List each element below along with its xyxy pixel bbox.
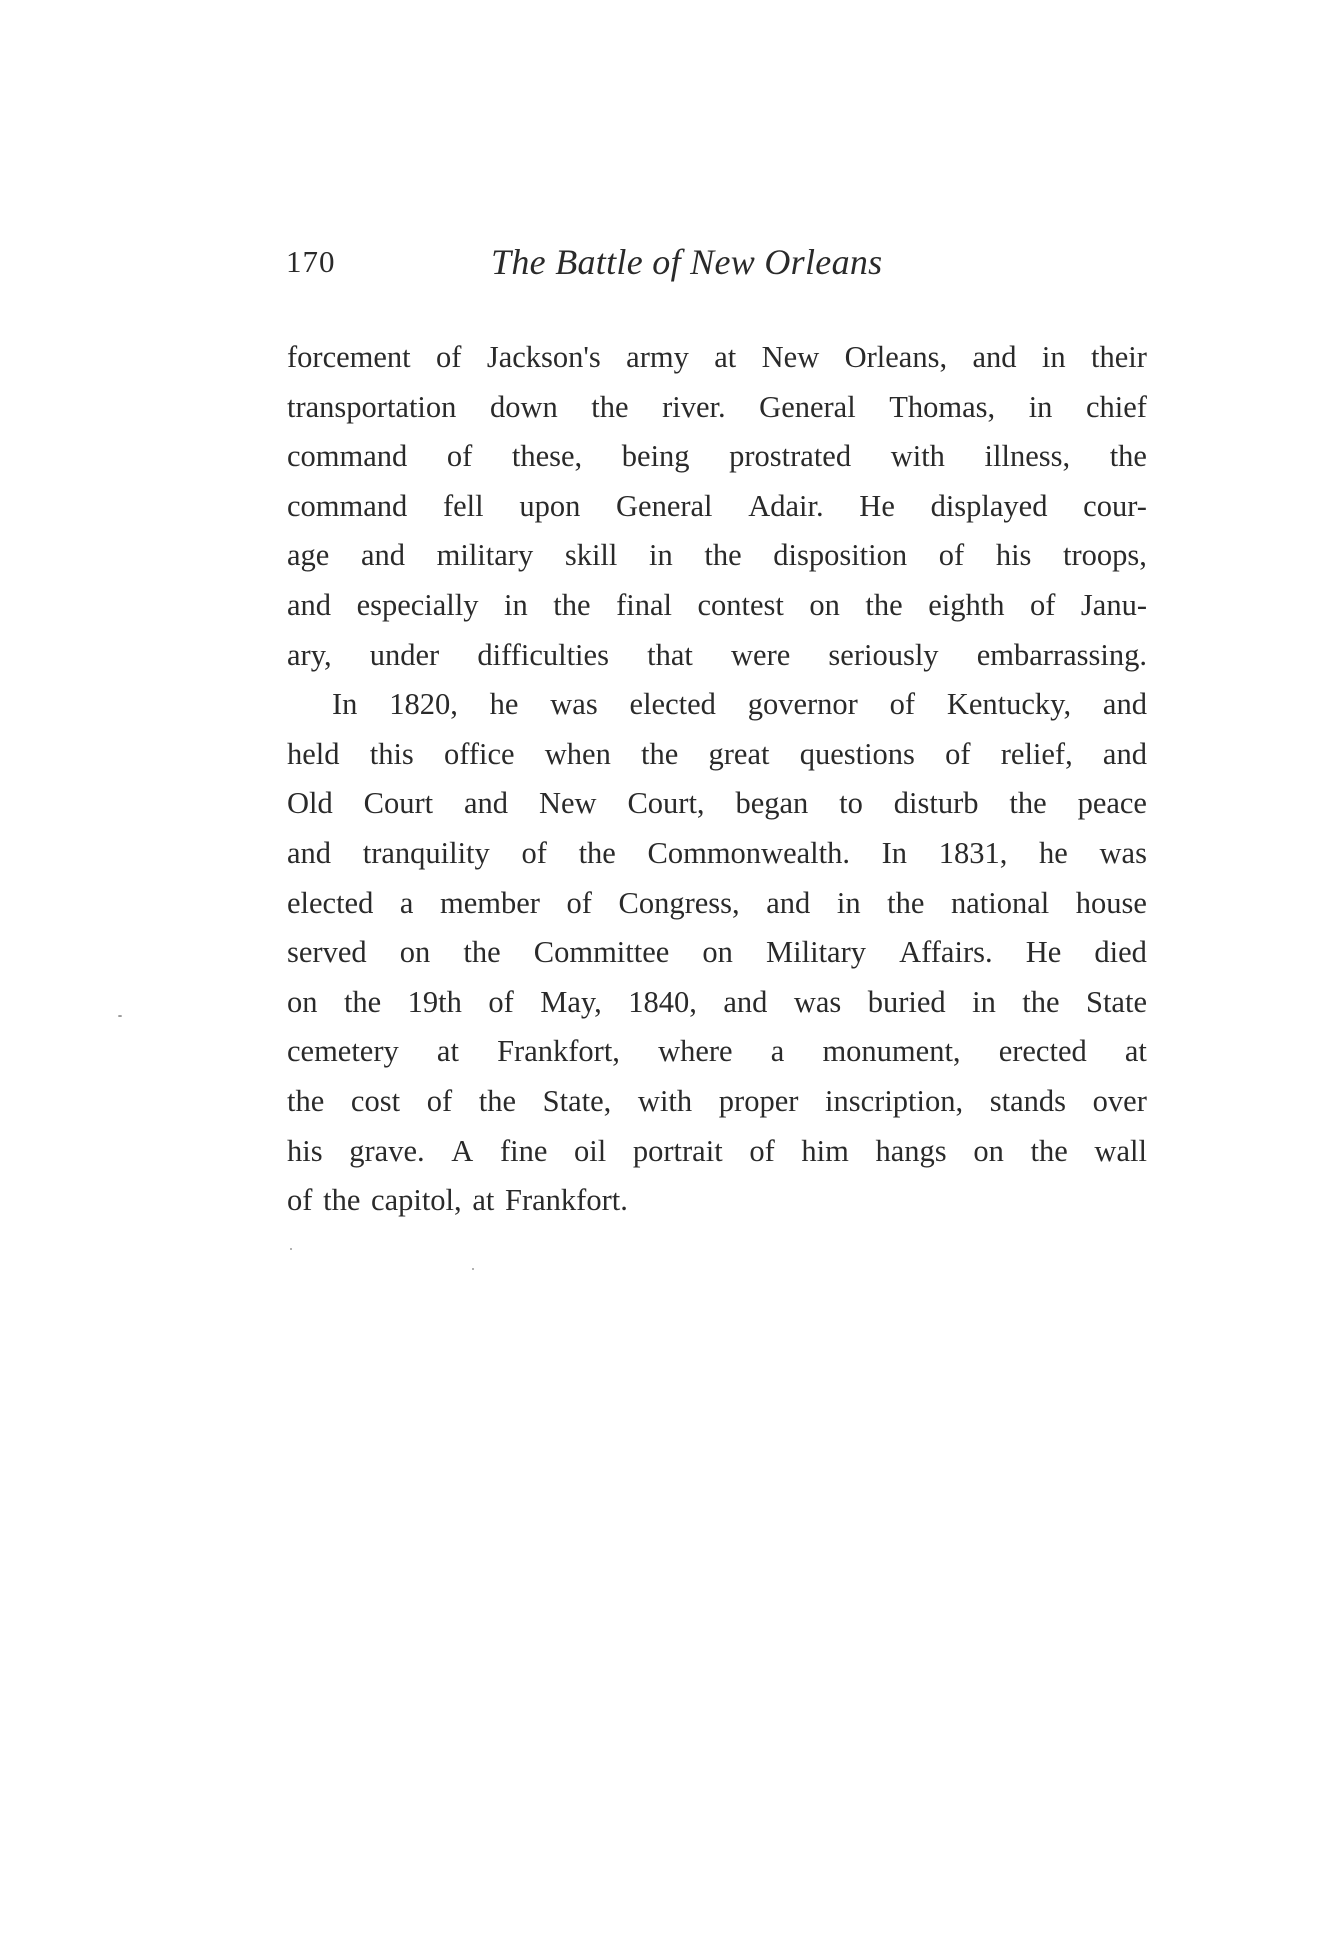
running-title: The Battle of New Orleans: [491, 242, 883, 282]
text-line: ary, under difficulties that were seriously embarrassing.: [287, 637, 1147, 672]
stray-mark: [118, 1015, 122, 1017]
stray-mark: [290, 1248, 292, 1250]
text-line: forcement of Jackson's army at New Orleans, and in their: [287, 340, 1147, 374]
text-line: command of these, being prostrated with illness, the: [287, 439, 1147, 474]
text-line: Old Court and New Court, began to disturb the peace: [287, 786, 1147, 821]
body-text: [287, 333, 1147, 1226]
text-line: and tranquility of the Commonwealth. In 1831, he was: [287, 835, 1147, 870]
text-line: held this office when the great questions of relief, and: [287, 736, 1147, 771]
running-head: [286, 242, 946, 282]
text-line: cemetery at Frankfort, where a monument, erected at: [287, 1034, 1147, 1069]
text-line: and especially in the final contest on the eighth of Janu-: [287, 587, 1147, 622]
stray-mark: [472, 1268, 474, 1270]
text-line: command fell upon General Adair. He displayed cour-: [287, 488, 1147, 523]
text-line: elected a member of Congress, and in the national house: [287, 885, 1147, 920]
text-line: transportation down the river. General Thomas, in chief: [287, 389, 1147, 424]
text-line: his grave. A fine oil portrait of him hangs on the wall: [287, 1133, 1147, 1168]
text-line: on the 19th of May, 1840, and was buried in the State: [287, 984, 1147, 1019]
text-line: the cost of the State, with proper inscription, stands over: [287, 1083, 1147, 1118]
text-line: age and military skill in the disposition of his troops,: [287, 538, 1147, 573]
page-number: 170: [286, 244, 336, 279]
paragraph-start-line: In 1820, he was elected governor of Kentucky, and: [332, 687, 1147, 722]
text-line: served on the Committee on Military Affairs. He died: [287, 935, 1147, 970]
text-line: of the capitol, at Frankfort.: [287, 1183, 628, 1218]
